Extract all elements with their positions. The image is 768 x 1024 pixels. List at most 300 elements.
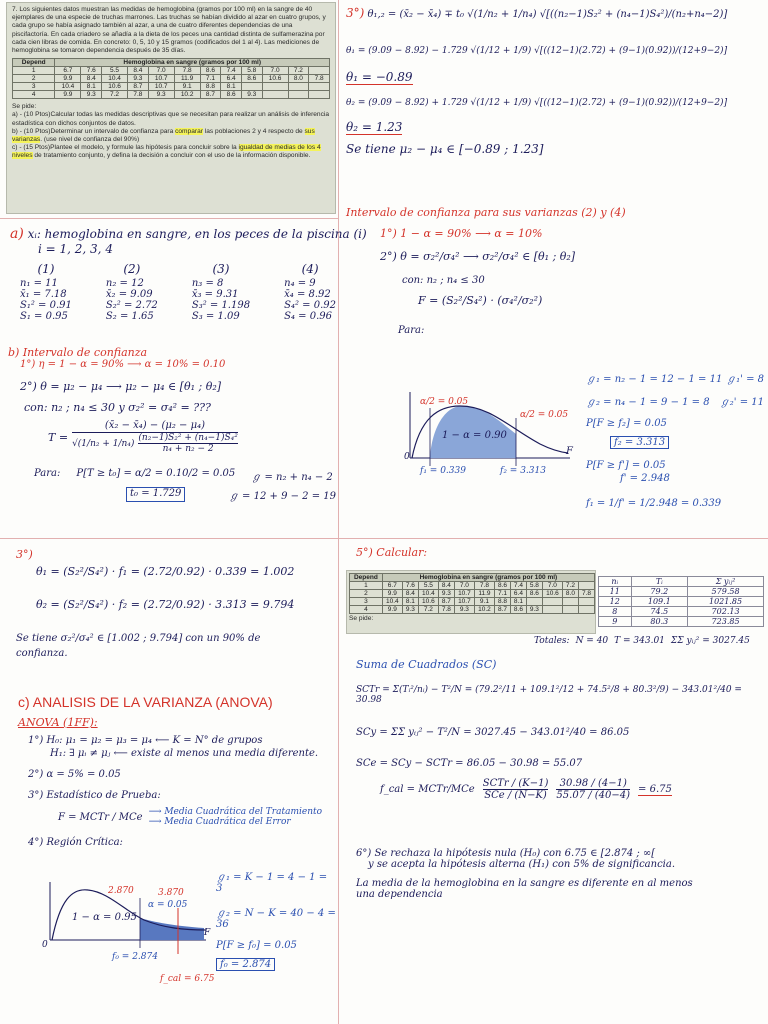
table-cell-value: 11.9 — [174, 75, 200, 83]
table-cell-value: 7.0 — [148, 67, 174, 75]
table-cell-value: 10.7 — [148, 75, 174, 83]
anova-dof-block — [216, 868, 336, 970]
sum-of-squares-section — [356, 658, 766, 769]
degrees-freedom-value: ℊ = 12 + 9 − 2 = 19 — [228, 491, 336, 502]
anova-graph-alpha: α = 0.05 — [148, 900, 188, 910]
variable-definition: xᵢ: hemoglobina en sangre, en los peces de la piscina (i) — [27, 227, 367, 241]
group-n: n₂ = 12 — [105, 278, 144, 289]
t-fraction — [72, 420, 238, 454]
table-cell-value — [241, 83, 262, 91]
table-row — [13, 83, 330, 91]
theta1-result: θ₁ = −0.89 — [346, 70, 413, 84]
sc-title: Suma de Cuadrados (SC) — [356, 658, 497, 671]
computation-cell-n: 9 — [599, 617, 632, 627]
graph-left-tail-label: α/2 = 0.05 — [420, 397, 469, 407]
group-var: S₄² = 0.92 — [284, 300, 336, 311]
group-sd: S₄ = 0.96 — [284, 311, 332, 322]
variance-para-label: Para: — [398, 325, 425, 336]
f-statistic: F = (S₂²/S₄²) · (σ₄²/σ₂²) — [418, 294, 543, 307]
graph-f-axis-label: F — [566, 446, 573, 457]
page-divider-vertical — [338, 0, 339, 1024]
computation-cell-T: 109.1 — [631, 597, 688, 607]
table-cell-value: 5.8 — [526, 582, 542, 590]
part-c-highlight: igualdad de medias de los 4 niveles — [12, 144, 321, 160]
anova-f: F = MCTr / MCe — [58, 811, 143, 823]
dof-g2: ℊ₂ = n₄ − 1 = 9 − 1 = 8 — [586, 397, 710, 408]
table-cell-depend: 3 — [13, 83, 55, 91]
group-var: S₂² = 2.72 — [105, 300, 158, 311]
table-cell-value: 8.1 — [510, 598, 526, 606]
conclusion-line4: una dependencia — [356, 889, 443, 900]
table-cell-value — [542, 598, 562, 606]
table-header-hemoglobina: Hemoglobina en sangre (gramos por 100 ml) — [55, 59, 330, 67]
group-head: (4) — [301, 262, 319, 276]
table-cell-value: 11.9 — [474, 590, 494, 598]
index-definition: i = 1, 2, 3, 4 — [38, 242, 113, 256]
table-cell-value: 9.3 — [81, 91, 102, 99]
table-row — [599, 617, 764, 627]
fprime-probability: P[F ≥ f'] = 0.05 — [586, 460, 666, 471]
anova-subtitle: ANOVA (1FF): — [18, 716, 98, 729]
table-cell-value: 9.9 — [382, 590, 402, 598]
table-cell-value — [578, 606, 594, 614]
part-b-text — [12, 128, 330, 144]
mean-interval-section — [346, 6, 762, 156]
sctr-calc: SCTr = Σ(Tᵢ²/nᵢ) − T²/N = (79.2²/11 + 109.1²/12 + 74.5²/8 + 80.3²/9) − 343.01²/40 = 30.98 — [356, 685, 742, 705]
t-statistic — [48, 420, 336, 454]
table-cell-value: 8.1 — [81, 83, 102, 91]
group-mean: x̄₃ = 9.31 — [191, 289, 239, 300]
table-cell-value: 8.6 — [526, 590, 542, 598]
table-cell-value: 10.7 — [148, 83, 174, 91]
part-b-post: . (use nivel de confianza del 90%) — [40, 136, 140, 144]
variance-interval-result — [16, 548, 336, 659]
graph-right-tail-label: α/2 = 0.05 — [520, 410, 569, 420]
group-sd: S₁ = 0.95 — [20, 311, 68, 322]
se-pide-label: Se pide: — [12, 103, 37, 111]
table-cell-value: 7.0 — [454, 582, 474, 590]
group-n: n₄ = 9 — [284, 278, 316, 289]
table-cell-value: 7.8 — [174, 67, 200, 75]
fcal-calc — [380, 778, 672, 801]
table-row — [13, 59, 330, 67]
fcal-lhs: f_cal = MCTr/MCe — [380, 784, 475, 795]
fcal-middle — [483, 778, 549, 801]
conclusion-line3: La media de la hemoglobina en la sangre es diferente en al menos — [356, 878, 693, 889]
anova-test-statistic-label: 3°) Estadístico de Prueba: — [28, 790, 161, 801]
anova-graph-origin: 0 — [42, 940, 48, 950]
table-cell-value: 7.1 — [494, 590, 510, 598]
anova-h1: H₁: ∃ μᵢ ≠ μⱼ ⟵ existe al menos una media diferente. — [50, 748, 319, 759]
t-probability: P[T ≥ t₀] = α/2 = 0.10/2 = 0.05 — [76, 468, 236, 479]
table-cell-value: 9.3 — [454, 606, 474, 614]
anova-graph-top-left: 2.870 — [108, 886, 134, 896]
graph-f2-label: f₂ = 3.313 — [500, 466, 546, 476]
theta1-calculation: θ₁ = (9.09 − 8.92) − 1.729 √(1/12 + 1/9) √[((12−1)(2.72) + (9−1)(0.92))/(12+9−2)] — [346, 46, 728, 56]
t-denominator — [72, 433, 238, 454]
variance-step1: 1°) 1 − α = 90% ⟶ α = 10% — [380, 227, 543, 240]
variance-theta1: θ₁ = (S₂²/S₄²) · f₁ = (2.72/0.92) · 0.339 = 1.002 — [36, 565, 295, 578]
dof-g1-prime: ℊ₁' = 8 — [726, 374, 764, 385]
table-cell-value: 7.2 — [562, 582, 578, 590]
table-row — [13, 67, 330, 75]
table-row — [13, 91, 330, 99]
table-cell-value: 7.8 — [128, 91, 149, 99]
section-b-step1: 1°) η = 1 − α = 90% ⟶ α = 10% = 0.10 — [20, 359, 226, 370]
fcal-right-num: 30.98 / (4−1) — [556, 778, 630, 790]
anova-graph-f0: f₀ = 2.874 — [112, 952, 158, 962]
table-cell-value: 6.4 — [221, 75, 242, 83]
table-cell-value: 9.3 — [438, 590, 454, 598]
col-n-header: nᵢ — [599, 577, 632, 587]
group-n: n₃ = 8 — [191, 278, 224, 289]
computation-cell-T: 74.5 — [631, 607, 688, 617]
variance-conclusion-end: confianza. — [16, 648, 68, 659]
part-a-text: a) - (10 Ptos)Calcular todas las medidas descriptivas que se necesitan para realizar un análisis de inferencia estadística con dichos conjuntos de datos. — [12, 111, 330, 127]
mean-interval-conclusion: Se tiene μ₂ − μ₄ ∈ [−0.89 ; 1.23] — [346, 142, 544, 156]
variance-interval-title: Intervalo de confianza para sus varianzas (2) y (4) — [346, 206, 626, 219]
conclusion-line1: 6°) Se rechaza la hipótesis nula (H₀) con 6.75 ∈ [2.874 ; ∞[ — [356, 848, 656, 859]
col-T-header: Tᵢ — [631, 577, 688, 587]
section-b-title: b) Intervalo de confianza — [8, 346, 148, 359]
problem-photo — [6, 2, 336, 214]
table-row — [350, 574, 595, 582]
table-cell-value: 8.1 — [402, 598, 418, 606]
step3b-label: 3°) — [16, 548, 33, 561]
variance-step2-text: 2°) θ = σ₂²/σ₄² ⟶ σ₂²/σ₄² ∈ [θ₁ ; θ₂] — [380, 250, 576, 263]
table-cell-value — [309, 91, 330, 99]
computation-cell-y: 723.85 — [688, 617, 764, 627]
theta2-result: θ₂ = 1.23 — [346, 120, 403, 134]
group-n: n₁ = 11 — [20, 278, 58, 289]
computation-cell-y: 702.13 — [688, 607, 764, 617]
table-cell-value — [309, 83, 330, 91]
variance-step2 — [380, 250, 762, 263]
t-den-root1: √(1/n₂ + 1/n₄) — [72, 438, 135, 449]
table-cell-value: 8.7 — [128, 83, 149, 91]
part-b-pre: b) - (10 Ptos)Determinar un intervalo de confianza para — [12, 127, 176, 135]
t-lhs: T = — [48, 430, 69, 444]
group-mean: x̄₂ = 9.09 — [105, 289, 153, 300]
group-column — [106, 262, 158, 322]
table-cell-value: 10.6 — [418, 598, 438, 606]
table-cell-value: 10.7 — [454, 598, 474, 606]
f2-result: f₂ = 3.313 — [610, 436, 669, 449]
table-cell-value: 7.4 — [221, 67, 242, 75]
table-cell-depend: 3 — [350, 598, 383, 606]
variance-condition: con: n₂ ; n₄ ≤ 30 — [402, 275, 485, 286]
table-cell-value: 9.9 — [55, 75, 81, 83]
table-cell-value: 8.7 — [438, 598, 454, 606]
anova-graph-center: 1 − α = 0.95 — [72, 912, 137, 923]
table-cell-value: 10.2 — [474, 606, 494, 614]
table-cell-value: 7.8 — [438, 606, 454, 614]
total-N: N = 40 — [575, 636, 609, 646]
anova-h0: 1°) H₀: μ₁ = μ₂ = μ₃ = μ₄ ⟵ K = N° de grupos — [28, 735, 263, 746]
table-cell-value: 8.6 — [241, 75, 262, 83]
graph-center-label: 1 − α = 0.90 — [442, 430, 507, 441]
part-b-highlight-1: comparar — [175, 127, 203, 135]
group-column — [284, 262, 336, 322]
anova-title: c) ANALISIS DE LA VARIANZA (ANOVA) — [18, 694, 273, 710]
group-var: S₃² = 1.198 — [191, 300, 251, 311]
t-den-den: n₄ + n₂ − 2 — [162, 444, 214, 454]
table-cell-value: 9.1 — [474, 598, 494, 606]
table-cell-value: 5.5 — [418, 582, 438, 590]
table-cell-value: 10.4 — [55, 83, 81, 91]
t0-row — [8, 487, 336, 502]
table-cell-value: 10.6 — [542, 590, 562, 598]
mctr-legend: ⟶ Media Cuadrática del Tratamiento — [148, 807, 323, 817]
section-b — [8, 346, 336, 502]
table-cell-value: 9.3 — [526, 606, 542, 614]
table-row — [13, 75, 330, 83]
variance-interval-section — [346, 206, 762, 336]
table-row — [350, 582, 595, 590]
group-head: (2) — [123, 262, 141, 276]
table-cell-value — [526, 598, 542, 606]
table-row — [599, 607, 764, 617]
f1-result: f₁ = 1/f' = 1/2.948 = 0.339 — [586, 498, 722, 509]
degrees-freedom-formula: ℊ = n₂ + n₄ − 2 — [251, 472, 333, 483]
table-cell-value: 9.9 — [382, 606, 402, 614]
table-cell-value: 5.8 — [241, 67, 262, 75]
table-cell-value: 10.6 — [102, 83, 128, 91]
table-cell-value: 8.8 — [200, 83, 221, 91]
anova-f-formula — [58, 807, 336, 827]
t-probability-row — [8, 468, 336, 483]
table-cell-value: 8.6 — [494, 582, 510, 590]
table-cell-value: 7.2 — [288, 67, 309, 75]
anova-f0-result: f₀ = 2.874 — [216, 958, 275, 971]
anova-dof-g1: ℊ₁ = K − 1 = 4 − 1 = 3 — [216, 872, 328, 894]
total-T: T = 343.01 — [614, 636, 665, 646]
table-cell-value: 10.6 — [262, 75, 288, 83]
section-b-step2: 2°) θ = μ₂ − μ₄ ⟶ μ₂ − μ₄ ∈ [θ₁ ; θ₂] — [20, 380, 222, 393]
table-cell-value: 9.3 — [241, 91, 262, 99]
group-sd: S₃ = 1.09 — [191, 311, 240, 322]
f2-probability: P[F ≥ f₂] = 0.05 — [586, 418, 667, 429]
table-cell-depend: 2 — [350, 590, 383, 598]
divider-middle — [0, 538, 768, 539]
table-cell-value: 7.0 — [542, 582, 562, 590]
table-cell-value: 6.7 — [55, 67, 81, 75]
problem-statement: 7. Los siguientes datos muestran las medidas de hemoglobina (gramos por 100 ml) en la sangre de 40 ejemplares de una especie de truchas marrones. Las truchas se habían dividido al azar en cuatro grupos, y cada grupo se había asignado también al azar, a una de cuatro diferentes dependencias de una piscifactoría. En cada criadero se añadía a la dieta de los peces una cantidad distinta de sulfamerazina por cada cien libras de comida. En concreto: 0, 5, 10 y 15 gramos (codificados del 1 al 4). Las mediciones de hemoglobina se tomaron dependencia después de 35 días. — [12, 6, 326, 55]
part-c-pre: c) - (15 Ptos)Plantee el modelo, y formule las hipótesis para concluir sobre la — [12, 144, 239, 152]
group-column — [20, 262, 72, 322]
table-cell-value: 10.4 — [418, 590, 438, 598]
table-cell-depend: 4 — [350, 606, 383, 614]
data-table-photo-table — [349, 573, 595, 614]
computation-table — [598, 576, 764, 627]
table-header-depend: Depend — [13, 59, 55, 67]
table-cell-value: 6.4 — [510, 590, 526, 598]
table-cell-value — [578, 582, 594, 590]
group-head: (1) — [37, 262, 55, 276]
table-cell-value: 8.0 — [288, 75, 309, 83]
table-cell-value: 8.6 — [510, 606, 526, 614]
table-cell-value — [309, 67, 330, 75]
step6-conclusion — [356, 848, 764, 900]
fcal-result: = 6.75 — [638, 783, 672, 795]
table-cell-value: 8.1 — [221, 83, 242, 91]
table-header-depend: Depend — [350, 574, 383, 582]
data-table-photo — [346, 570, 596, 634]
group-mean: x̄₁ = 7.18 — [20, 289, 67, 300]
step3-label: 3°) — [346, 6, 365, 20]
table-cell-value: 5.5 — [102, 67, 128, 75]
table-cell-value — [542, 606, 562, 614]
table-cell-value — [288, 83, 309, 91]
table-row — [599, 597, 764, 607]
anova-graph-f-axis: F — [204, 928, 211, 938]
problem-data-table — [12, 58, 330, 99]
computation-cell-T: 79.2 — [631, 587, 688, 597]
table-cell-value: 8.7 — [200, 91, 221, 99]
table-row — [350, 606, 595, 614]
computation-cell-n: 8 — [599, 607, 632, 617]
totals-row — [534, 636, 766, 646]
table-cell-value: 9.3 — [128, 75, 149, 83]
table-header-hemoglobina: Hemoglobina en sangre (gramos por 100 ml) — [382, 574, 594, 582]
group-mean: x̄₄ = 8.92 — [284, 289, 331, 300]
conclusion-line2: y se acepta la hipótesis alterna (H₁) con 5% de significancia. — [368, 859, 676, 870]
group-var: S₁² = 0.91 — [20, 300, 72, 311]
table-cell-value: 7.6 — [402, 582, 418, 590]
table-cell-value: 7.0 — [262, 67, 288, 75]
graph-origin-label: 0 — [404, 452, 410, 462]
table-cell-depend: 2 — [13, 75, 55, 83]
anova-graph-fcal: f_cal = 6.75 — [160, 974, 215, 984]
table-row — [599, 587, 764, 597]
computation-cell-n: 11 — [599, 587, 632, 597]
group-head: (3) — [212, 262, 230, 276]
table-cell-value: 8.4 — [438, 582, 454, 590]
col-y-header: Σ yᵢⱼ² — [688, 577, 764, 587]
variance-theta2: θ₂ = (S₂²/S₄²) · f₂ = (2.72/0.92) · 3.313 = 9.794 — [36, 598, 295, 611]
table-cell-value: 10.2 — [174, 91, 200, 99]
group-statistics — [20, 262, 336, 322]
computation-cell-y: 579.58 — [688, 587, 764, 597]
table-cell-value: 7.2 — [418, 606, 438, 614]
table-row — [350, 590, 595, 598]
computation-cell-y: 1021.85 — [688, 597, 764, 607]
section-a — [10, 226, 367, 256]
table-cell-depend: 1 — [13, 67, 55, 75]
part-b-highlight-2: sus varianzas — [12, 127, 315, 144]
group-column — [192, 262, 250, 322]
variance-dof-block — [586, 370, 764, 509]
table-cell-value: 8.6 — [221, 91, 242, 99]
table-cell-value: 8.4 — [81, 75, 102, 83]
t-den-root2 — [138, 433, 237, 454]
table-row — [350, 598, 595, 606]
mce-legend: ⟶ Media Cuadrática del Error — [148, 817, 291, 827]
table-cell-value: 9.3 — [402, 606, 418, 614]
table-cell-value — [562, 598, 578, 606]
table-cell-depend: 4 — [13, 91, 55, 99]
part-c-text — [12, 144, 330, 160]
table-cell-value: 7.8 — [309, 75, 330, 83]
sce-calc: SCe = SCy − SCTr = 86.05 − 30.98 = 55.07 — [356, 758, 583, 769]
table-cell-value: 7.8 — [578, 590, 594, 598]
t-den-num: (n₂−1)S₂² + (n₄−1)S₄² — [138, 433, 238, 443]
fcal-right — [556, 778, 630, 801]
step5-title: 5°) Calcular: — [356, 546, 428, 559]
table-cell-depend: 1 — [350, 582, 383, 590]
divider-top-left — [0, 218, 338, 219]
graph-f1-label: f₁ = 0.339 — [420, 466, 466, 476]
variance-conclusion: Se tiene σ₂²/σ₄² ∈ [1.002 ; 9.794] con un 90% de — [16, 633, 261, 644]
group-sd: S₂ = 1.65 — [105, 311, 154, 322]
part-b-mid: las poblaciones 2 y 4 respecto de — [202, 127, 305, 135]
fcal-right-den: 55.07 / (40−4) — [556, 790, 631, 801]
total-y: ΣΣ yᵢⱼ² = 3027.45 — [670, 636, 750, 646]
anova-alpha: 2°) α = 5% = 0.05 — [28, 769, 121, 780]
section-a-label: a) — [10, 226, 24, 242]
scy-calc: SCy = ΣΣ yᵢⱼ² − T²/N = 3027.45 − 343.01²/40 = 86.05 — [356, 727, 630, 738]
table-cell-value: 7.6 — [81, 67, 102, 75]
data-table-se-pide: Se pide: — [349, 615, 374, 622]
table-cell-value: 9.9 — [55, 91, 81, 99]
table-cell-value: 10.4 — [102, 75, 128, 83]
table-cell-value: 8.8 — [494, 598, 510, 606]
table-row — [599, 577, 764, 587]
anova-f0-probability: P[F ≥ f₀] = 0.05 — [216, 940, 297, 951]
table-cell-value: 8.6 — [200, 67, 221, 75]
section-b-condition: con: n₂ ; n₄ ≤ 30 y σ₂² = σ₄² = ??? — [24, 401, 211, 414]
computation-cell-n: 12 — [599, 597, 632, 607]
table-cell-value: 6.7 — [382, 582, 402, 590]
table-cell-value: 8.0 — [562, 590, 578, 598]
table-cell-value — [562, 606, 578, 614]
theta2-calculation: θ₂ = (9.09 − 8.92) + 1.729 √(1/12 + 1/9) √[((12−1)(2.72) + (9−1)(0.92))/(12+9−2)] — [346, 98, 728, 108]
table-cell-value: 8.4 — [128, 67, 149, 75]
dof-g1: ℊ₁ = n₂ − 1 = 12 − 1 = 11 — [586, 374, 723, 385]
table-cell-value: 7.2 — [102, 91, 128, 99]
table-cell-value: 7.1 — [200, 75, 221, 83]
table-cell-value — [578, 598, 594, 606]
table-cell-value — [262, 91, 288, 99]
table-cell-value: 8.7 — [494, 606, 510, 614]
interval-formula: θ₁,₂ = (x̄₂ − x̄₄) ∓ t₀ √(1/n₂ + 1/n₄) √[((n₂−1)S₂² + (n₄−1)S₄²)/(n₂+n₄−2)] — [367, 9, 728, 20]
table-cell-value: 10.7 — [454, 590, 474, 598]
totals-label: Totales: — [534, 636, 570, 646]
dof-g2-prime: ℊ₂' = 11 — [719, 397, 764, 408]
t0-result: t₀ = 1.729 — [126, 487, 185, 502]
table-cell-value: 9.1 — [174, 83, 200, 91]
fcal-mid-num: SCTr / (K−1) — [482, 778, 549, 789]
table-cell-value: 10.4 — [382, 598, 402, 606]
t-numerator: (x̄₂ − x̄₄) − (μ₂ − μ₄) — [72, 420, 238, 433]
fcal-mid-den: SCe / (N−K) — [484, 790, 547, 801]
table-cell-value — [288, 91, 309, 99]
table-cell-value — [262, 83, 288, 91]
anova-section — [18, 716, 336, 848]
anova-critical-region-label: 4°) Región Crítica: — [28, 837, 123, 848]
table-cell-value: 9.3 — [148, 91, 174, 99]
table-cell-value: 7.4 — [510, 582, 526, 590]
para-label: Para: — [34, 468, 61, 479]
part-c-post: de tratamiento conjunto, y defina la decisión a concluir con el uso de la información disponible. — [32, 152, 311, 160]
anova-f-legend — [149, 807, 322, 827]
table-cell-value: 7.8 — [474, 582, 494, 590]
computation-cell-T: 80.3 — [631, 617, 688, 627]
fprime-result: f' = 2.948 — [620, 473, 670, 484]
anova-graph-top-right: 3.870 — [158, 888, 184, 898]
anova-dof-g2: ℊ₂ = N − K = 40 − 4 = 36 — [216, 908, 336, 930]
table-cell-value: 8.4 — [402, 590, 418, 598]
